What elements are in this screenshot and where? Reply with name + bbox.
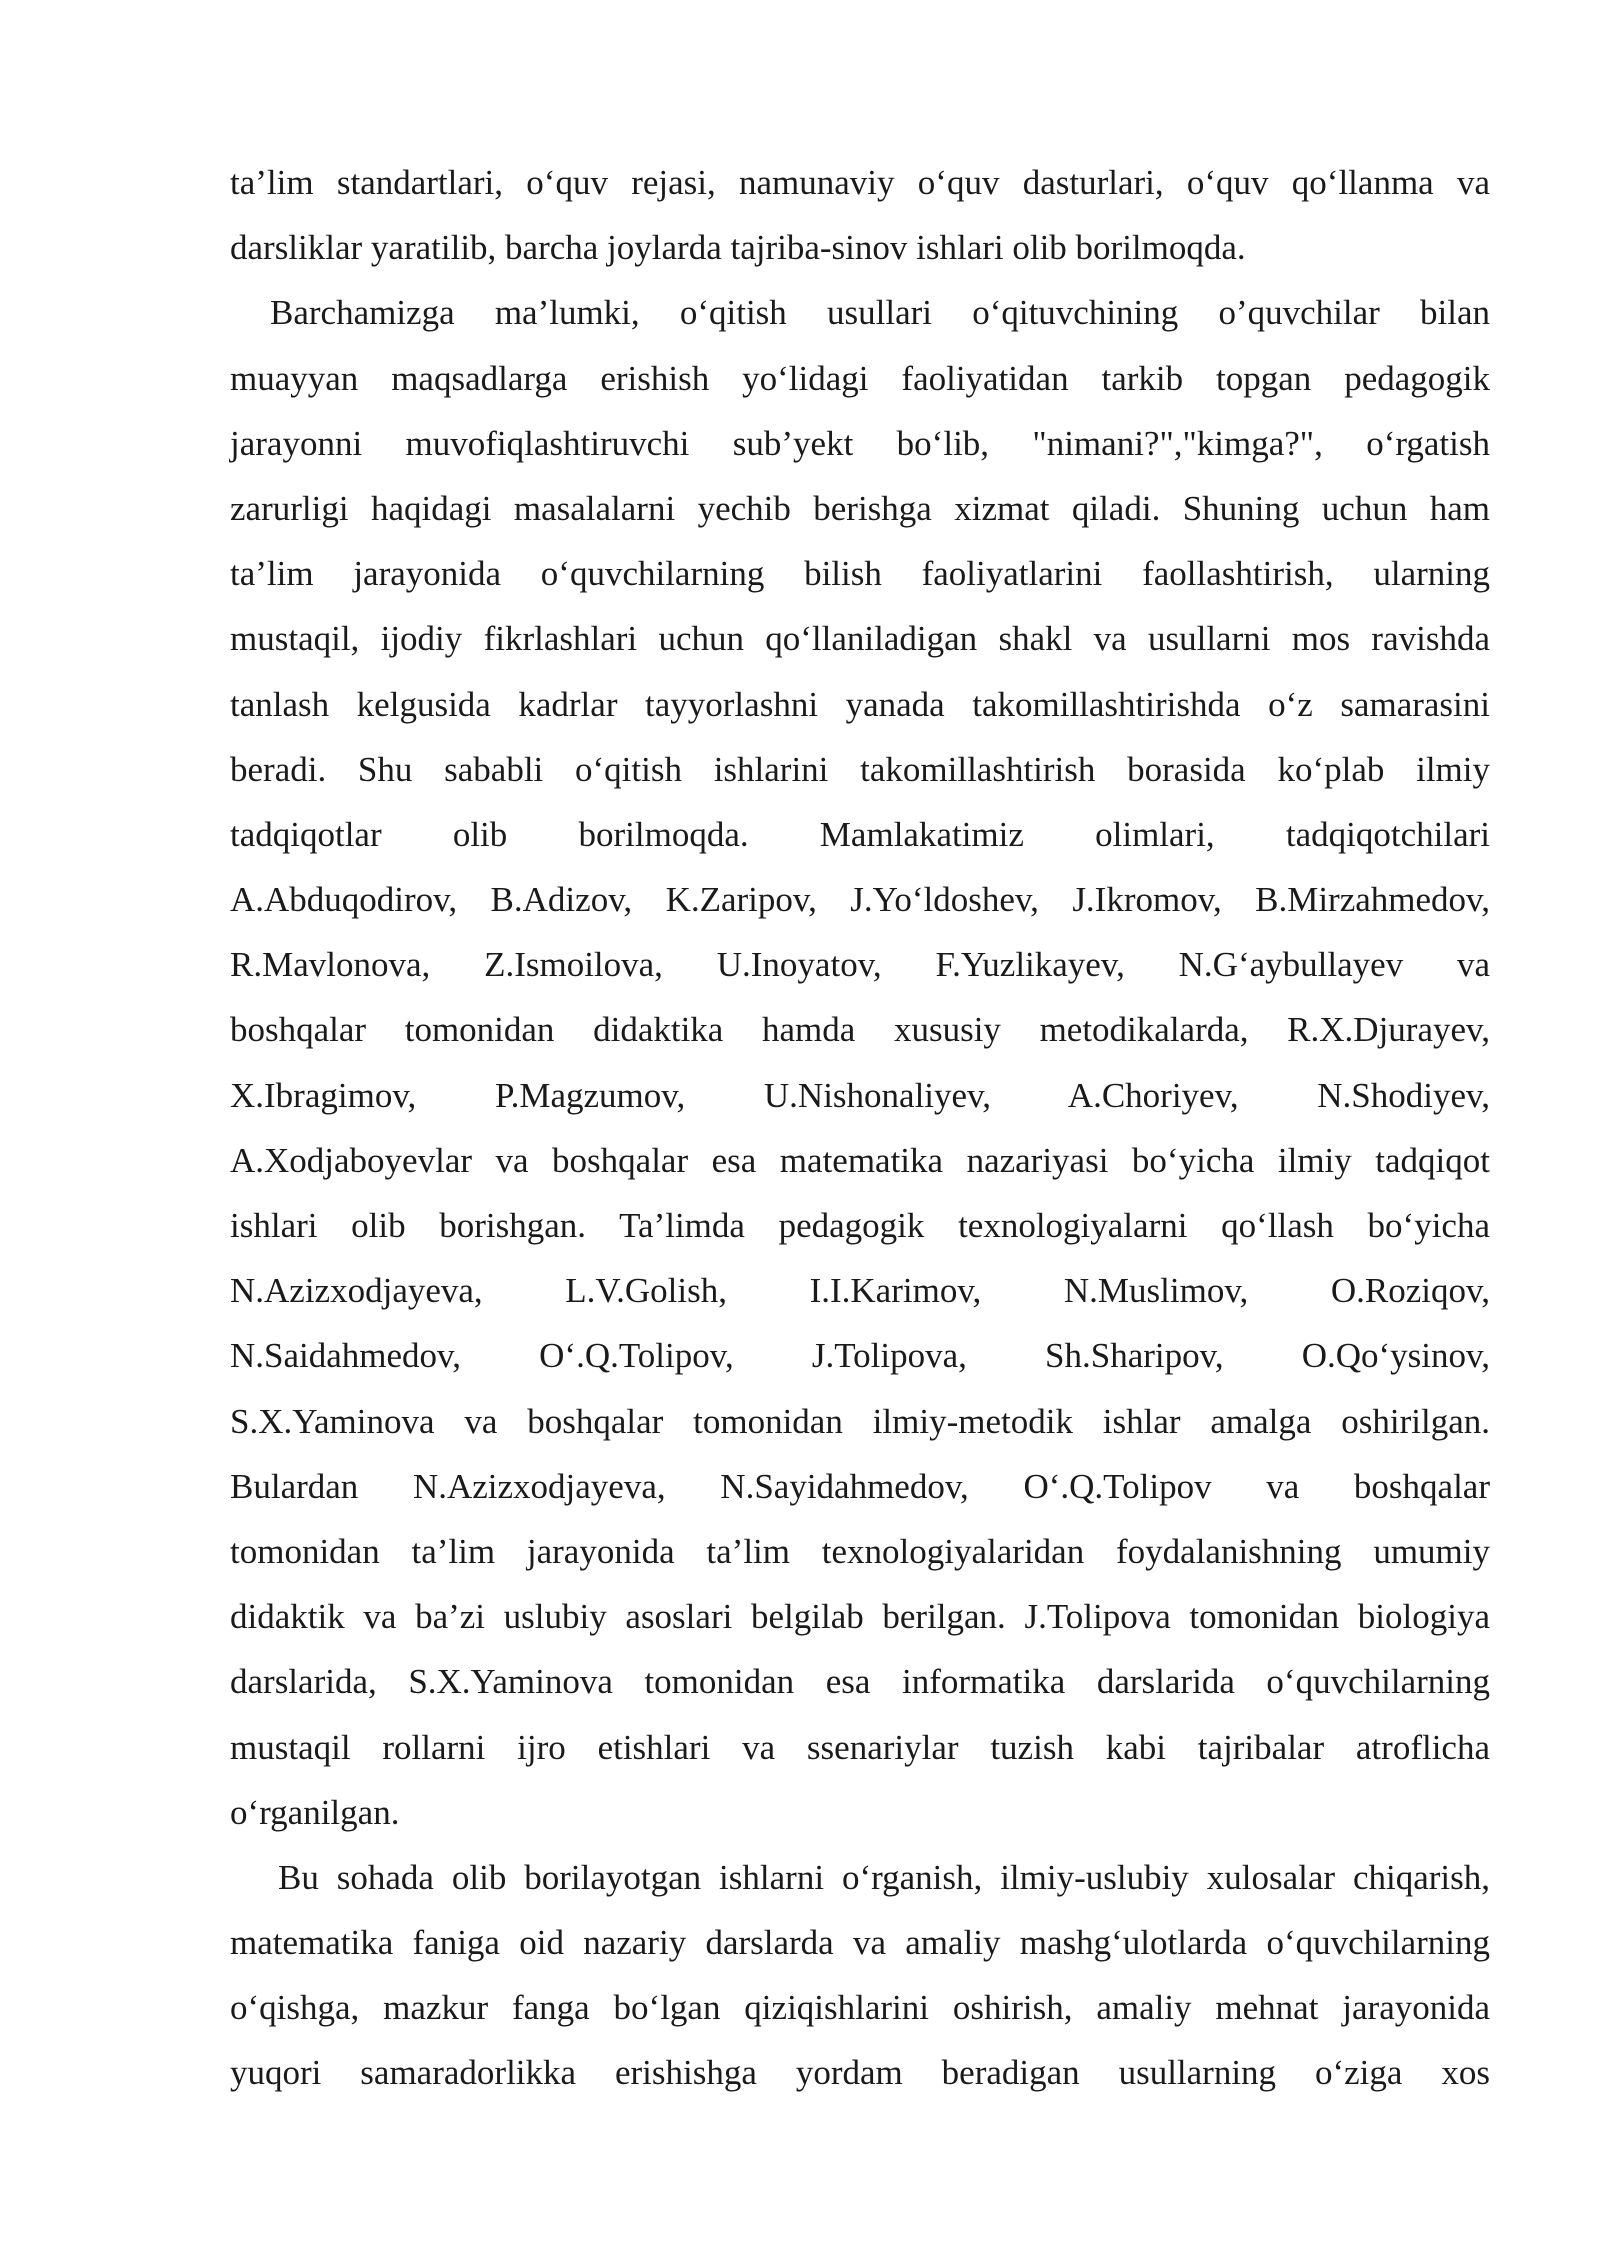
text-line: tomonidan ta’lim jarayonida ta’lim texnologiyalaridan foydalanishning umumiy — [230, 1531, 1490, 1571]
text-line: N.Azizxodjayeva, L.V.Golish, I.I.Karimov, N.Muslimov, O.Roziqov, — [230, 1271, 1490, 1311]
text-line: N.Saidahmedov, O‘.Q.Tolipov, J.Tolipova, Sh.Sharipov, O.Qo‘ysinov, — [230, 1336, 1490, 1376]
text-line: yuqori samaradorlikka erishishga yordam beradigan usullarning o‘ziga xos — [230, 2053, 1490, 2093]
text-line: muayyan maqsadlarga erishish yo‘lidagi faoliyatidan tarkib topgan pedagogik — [230, 358, 1490, 398]
text-line: S.X.Yaminova va boshqalar tomonidan ilmiy-metodik ishlar amalga oshirilgan. — [230, 1401, 1490, 1441]
text-line: o‘rganilgan. — [230, 1792, 400, 1832]
text-line: ta’lim standartlari, o‘quv rejasi, namunaviy o‘quv dasturlari, o‘quv qo‘llanma va — [230, 163, 1490, 202]
text-line: Bu sohada olib borilayotgan ishlarni o‘rganish, ilmiy-uslubiy xulosalar chiqarish, — [278, 1857, 1490, 1897]
text-line: beradi. Shu sababli o‘qitish ishlarini takomillashtirish borasida ko‘plab ilmiy — [230, 749, 1490, 789]
text-line: tanlash kelgusida kadrlar tayyorlashni yanada takomillashtirishda o‘z samarasini — [230, 684, 1490, 724]
text-line: boshqalar tomonidan didaktika hamda xususiy metodikalarda, R.X.Djurayev, — [230, 1010, 1490, 1050]
text-line: mustaqil, ijodiy fikrlashlari uchun qo‘llaniladigan shakl va usullarni mos ravishda — [230, 619, 1490, 659]
text-line: A.Xodjaboyevlar va boshqalar esa matematika nazariyasi bo‘yicha ilmiy tadqiqot — [230, 1140, 1490, 1180]
text-line: didaktik va ba’zi uslubiy asoslari belgilab berilgan. J.Tolipova tomonidan biologiya — [230, 1597, 1490, 1637]
text-line: X.Ibragimov, P.Magzumov, U.Nishonaliyev, A.Choriyev, N.Shodiyev, — [230, 1075, 1490, 1115]
text-line: jarayonni muvofiqlashtiruvchi sub’yekt bo‘lib, "nimani?","kimga?", o‘rgatish — [230, 423, 1490, 463]
text-line: ishlari olib borishgan. Ta’limda pedagogik texnologiyalarni qo‘llash bo‘yicha — [230, 1206, 1490, 1245]
text-line: tadqiqotlar olib borilmoqda. Mamlakatimiz olimlari, tadqiqotchilari — [230, 814, 1490, 854]
document-page — [230, 150, 1490, 2106]
text-line: matematika faniga oid nazariy darslarda va amaliy mashg‘ulotlarda o‘quvchilarning — [230, 1923, 1490, 1963]
text-line: o‘qishga, mazkur fanga bo‘lgan qiziqishlarini oshirish, amaliy mehnat jarayonida — [230, 1988, 1490, 2028]
text-line: Bulardan N.Azizxodjayeva, N.Sayidahmedov, O‘.Q.Tolipov va boshqalar — [230, 1466, 1490, 1506]
text-line: darsliklar yaratilib, barcha joylarda tajriba-sinov ishlari olib borilmoqda. — [230, 228, 1246, 268]
text-line: Barchamizga ma’lumki, o‘qitish usullari o‘qituvchining o’quvchilar bilan — [270, 293, 1490, 333]
text-line: ta’lim jarayonida o‘quvchilarning bilish faoliyatlarini faollashtirish, ularning — [230, 554, 1490, 594]
text-line: zarurligi haqidagi masalalarni yechib berishga xizmat qiladi. Shuning uchun ham — [230, 488, 1490, 528]
text-line: A.Abduqodirov, B.Adizov, K.Zaripov, J.Yo‘ldoshev, J.Ikromov, B.Mirzahmedov, — [230, 880, 1490, 920]
text-line: R.Mavlonova, Z.Ismoilova, U.Inoyatov, F.Yuzlikayev, N.G‘aybullayev va — [230, 945, 1490, 985]
text-line: darslarida, S.X.Yaminova tomonidan esa informatika darslarida o‘quvchilarning — [230, 1662, 1490, 1702]
text-line: mustaqil rollarni ijro etishlari va ssenariylar tuzish kabi tajribalar atroflicha — [230, 1727, 1490, 1767]
